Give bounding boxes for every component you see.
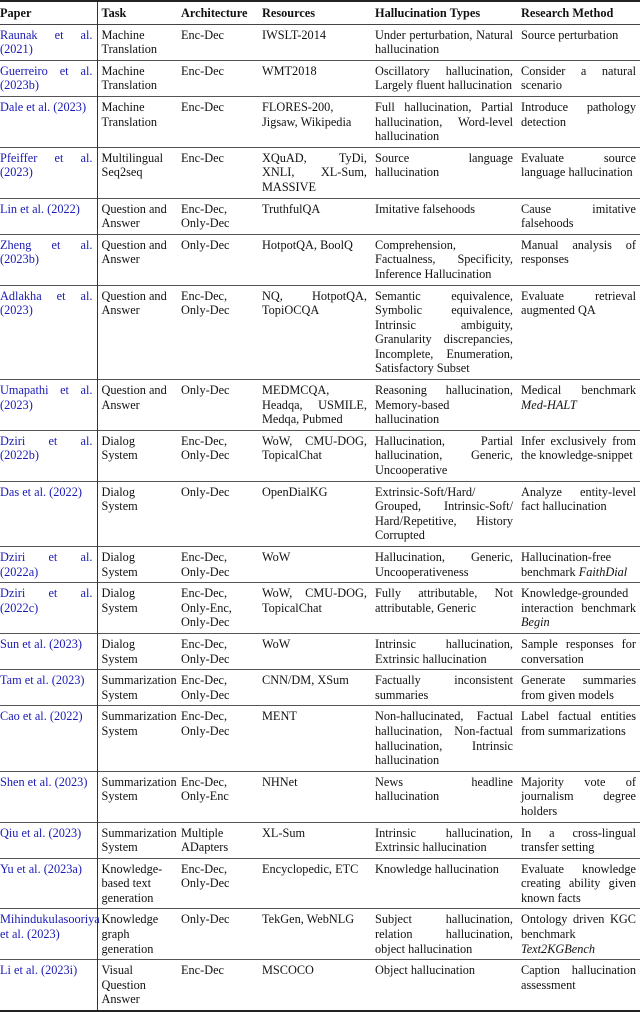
research-method-cell xyxy=(517,198,640,234)
architecture-cell: Only-Dec xyxy=(181,912,230,927)
research-method-cell xyxy=(517,909,640,960)
paper-citation-link[interactable]: Cao et al. (2022) xyxy=(0,706,97,771)
hallucination-types-cell: Subject hallucination, relation hallucination, object hallucination xyxy=(375,912,513,956)
task-cell: Dialog System xyxy=(101,636,138,666)
architecture-cell: Enc-Dec, Only-Dec xyxy=(181,636,230,666)
resources-cell: FLORES-200, Jigsaw, Wikipedia xyxy=(262,99,352,129)
research-method-cell xyxy=(517,771,640,822)
research-method-cell xyxy=(517,670,640,706)
hallucination-types-cell: Oscillatory hallucination, Largely fluent hallucination xyxy=(375,63,513,93)
hallucination-types-cell: Hallucination, Generic, Uncooperativeness xyxy=(375,550,513,579)
research-method-text: Label factual entities from summarizations xyxy=(521,709,636,738)
research-method-cell xyxy=(517,285,640,380)
paper-citation-link[interactable]: Guerreiro et al. (2023b) xyxy=(0,60,97,96)
table-row xyxy=(0,380,640,431)
architecture-cell: Only-Dec xyxy=(181,383,230,398)
resources-cell: IWSLT-2014 xyxy=(262,27,326,42)
research-method-text: Introduce pathology detection xyxy=(521,99,636,129)
hallucination-types-cell: Factually inconsistent summaries xyxy=(375,673,513,702)
table-row xyxy=(0,583,640,634)
research-method-cell xyxy=(517,147,640,198)
resources-cell: WoW xyxy=(262,636,291,651)
benchmark-name: Begin xyxy=(521,615,550,630)
hallucination-types-cell: Fully attributable, Not attributable, Generic xyxy=(375,586,513,615)
research-method-cell xyxy=(517,822,640,858)
hallucination-types-cell: Source language hallucination xyxy=(375,150,513,180)
architecture-cell: Enc-Dec, Only-Dec xyxy=(181,288,230,318)
research-method-text: In a cross-lingual transfer setting xyxy=(521,825,636,855)
table-row xyxy=(0,960,640,1011)
task-cell: Knowledge graph generation xyxy=(101,912,159,956)
research-method-text: Generate summaries from given models xyxy=(521,673,636,702)
paper-citation-link[interactable]: Das et al. (2022) xyxy=(0,481,97,546)
hallucination-types-cell: Under perturbation, Natural hallucination xyxy=(375,27,513,57)
research-method-text: Infer exclusively from the knowledge-snippet xyxy=(521,433,636,463)
header-row xyxy=(0,1,640,24)
research-method-text: Evaluate knowledge creating ability given known facts xyxy=(521,861,636,905)
table-row xyxy=(0,234,640,285)
task-cell: Question and Answer xyxy=(101,288,167,318)
resources-cell: HotpotQA, BoolQ xyxy=(262,237,353,252)
table-row xyxy=(0,771,640,822)
table-row xyxy=(0,670,640,706)
header-task: Task xyxy=(101,6,127,20)
research-method-cell xyxy=(517,234,640,285)
table-row xyxy=(0,96,640,147)
research-method-cell xyxy=(517,583,640,634)
hallucination-types-cell: Intrinsic hallucination, Extrinsic hallucination xyxy=(375,636,513,666)
paper-citation-link[interactable]: Raunak et al. (2021) xyxy=(0,24,97,60)
table-row xyxy=(0,822,640,858)
architecture-cell: Enc-Dec, Only-Dec xyxy=(181,709,230,738)
task-cell: Dialog System xyxy=(101,586,138,615)
table-row xyxy=(0,547,640,583)
resources-cell: TruthfulQA xyxy=(262,201,321,216)
table-row xyxy=(0,706,640,771)
research-method-cell xyxy=(517,481,640,546)
paper-citation-link[interactable]: Shen et al. (2023) xyxy=(0,771,97,822)
task-cell: Knowledge-based text generation xyxy=(101,861,163,905)
table-row xyxy=(0,858,640,909)
research-method-text: Medical benchmark xyxy=(521,383,636,398)
architecture-cell: Enc-Dec, Only-Dec xyxy=(181,433,230,463)
architecture-cell: Enc-Dec, Only-Dec xyxy=(181,861,230,891)
hallucination-types-cell: Extrinsic-Soft/Hard/ Grouped, Intrinsic-Soft/ Hard/Repetitive, History Corrupted xyxy=(375,484,513,543)
research-method-text: Knowledge-grounded interaction benchmark xyxy=(521,586,636,615)
paper-citation-link[interactable]: Dziri et al. (2022c) xyxy=(0,583,97,634)
table-row xyxy=(0,481,640,546)
task-cell: Summarization System xyxy=(101,774,177,804)
hallucination-types-cell: Hallucination, Partial hallucination, Generic, Uncooperative xyxy=(375,433,513,478)
resources-cell: NHNet xyxy=(262,774,298,789)
research-method-text: Cause imitative falsehoods xyxy=(521,201,636,231)
hallucination-types-cell: Comprehension, Factualness, Specificity, Inference Hallucination xyxy=(375,237,513,281)
research-method-text: Sample responses for conversation xyxy=(521,636,636,666)
paper-citation-link[interactable]: Li et al. (2023i) xyxy=(0,960,97,1011)
research-method-cell xyxy=(517,633,640,669)
research-method-text: Caption hallucination assessment xyxy=(521,963,636,992)
research-method-cell xyxy=(517,960,640,1011)
hallucination-types-cell: Object hallucination xyxy=(375,963,476,978)
hallucination-types-cell: Reasoning hallucination, Memory-based hallucination xyxy=(375,383,513,427)
resources-cell: WMT2018 xyxy=(262,63,317,78)
table-body xyxy=(0,24,640,1011)
table-row xyxy=(0,633,640,669)
resources-cell: MEDMCQA, Headqa, USMILE, Medqa, Pubmed xyxy=(262,383,367,427)
resources-cell: CNN/DM, XSum xyxy=(262,673,349,688)
task-cell: Summarization System xyxy=(101,825,177,855)
paper-citation-link[interactable]: Sun et al. (2023) xyxy=(0,633,97,669)
architecture-cell: Enc-Dec, Only-Dec xyxy=(181,550,230,579)
task-cell: Dialog System xyxy=(101,484,138,514)
table-row xyxy=(0,24,640,60)
paper-citation-link[interactable]: Umapathi et al. (2023) xyxy=(0,380,97,431)
architecture-cell: Multiple ADapters xyxy=(181,825,229,855)
resources-cell: WoW, CMU-DOG, TopicalChat xyxy=(262,586,367,615)
task-cell: Dialog System xyxy=(101,433,138,463)
research-method-text: Ontology driven KGC benchmark xyxy=(521,912,636,942)
header-resources: Resources xyxy=(262,6,316,20)
resources-cell: WoW, CMU-DOG, TopicalChat xyxy=(262,433,367,463)
task-cell: Machine Translation xyxy=(101,63,158,93)
paper-citation-link[interactable]: Tam et al. (2023) xyxy=(0,670,97,706)
resources-cell: XQuAD, TyDi, XNLI, XL-Sum, MASSIVE xyxy=(262,150,367,194)
architecture-cell: Enc-Dec xyxy=(181,963,225,978)
architecture-cell: Enc-Dec, Only-Enc xyxy=(181,774,229,804)
paper-citation-link[interactable]: Dziri et al. (2022b) xyxy=(0,430,97,481)
benchmark-name: Med-HALT xyxy=(521,397,577,412)
hallucination-types-cell: Non-hallucinated, Factual hallucination, Non-factual hallucination, Intrinsic hallucination xyxy=(375,709,513,768)
architecture-cell: Enc-Dec xyxy=(181,27,225,42)
research-method-cell xyxy=(517,430,640,481)
research-method-text: Evaluate retrieval augmented QA xyxy=(521,288,636,318)
task-cell: Multilingual Seq2seq xyxy=(101,150,163,180)
task-cell: Machine Translation xyxy=(101,99,158,129)
task-cell: Question and Answer xyxy=(101,237,167,267)
header-paper: Paper xyxy=(0,1,97,24)
paper-citation-link[interactable]: Adlakha et al. (2023) xyxy=(0,285,97,380)
architecture-cell: Enc-Dec xyxy=(181,150,225,165)
benchmark-name: FaithDial xyxy=(578,564,628,579)
paper-citation-link[interactable]: Qiu et al. (2023) xyxy=(0,822,97,858)
resources-cell: TekGen, WebNLG xyxy=(262,912,355,927)
task-cell: Question and Answer xyxy=(101,201,167,231)
paper-citation-link[interactable]: Dale et al. (2023) xyxy=(0,96,97,147)
task-cell: Dialog System xyxy=(101,550,138,579)
architecture-cell: Enc-Dec, Only-Enc, Only-Dec xyxy=(181,586,232,630)
header-architecture: Architecture xyxy=(181,6,248,20)
architecture-cell: Enc-Dec, Only-Dec xyxy=(181,673,230,702)
research-method-text: Majority vote of journalism degree holders xyxy=(521,774,636,818)
architecture-cell: Enc-Dec xyxy=(181,63,225,78)
paper-citation-link[interactable]: Zheng et al. (2023b) xyxy=(0,234,97,285)
architecture-cell: Enc-Dec xyxy=(181,99,225,114)
paper-citation-link[interactable]: Lin et al. (2022) xyxy=(0,198,97,234)
table-row xyxy=(0,60,640,96)
resources-cell: Encyclopedic, ETC xyxy=(262,861,359,876)
resources-cell: OpenDialKG xyxy=(262,484,328,499)
architecture-cell: Only-Dec xyxy=(181,484,230,499)
research-method-text: Evaluate source language hallucination xyxy=(521,150,636,180)
paper-citation-link[interactable]: Yu et al. (2023a) xyxy=(0,858,97,909)
paper-citation-link[interactable]: Mihindukulasooriya et al. (2023) xyxy=(0,909,97,960)
research-method-text: Hallucination-free benchmark xyxy=(521,550,612,579)
hallucination-types-cell: Semantic equivalence, Symbolic equivalence, Intrinsic ambiguity, Granularity discrepancies, Incomplete, Enumeration, Satisfactory Subset xyxy=(375,288,513,376)
header-research-method: Research Method xyxy=(521,6,614,20)
research-method-cell xyxy=(517,547,640,583)
paper-citation-link[interactable]: Pfeiffer et al. (2023) xyxy=(0,147,97,198)
research-method-text: Source perturbation xyxy=(521,27,619,42)
task-cell: Summarization System xyxy=(101,709,177,738)
table-row xyxy=(0,147,640,198)
table-row xyxy=(0,909,640,960)
table-row xyxy=(0,430,640,481)
paper-citation-link[interactable]: Dziri et al. (2022a) xyxy=(0,547,97,583)
task-cell: Machine Translation xyxy=(101,27,158,57)
benchmark-name: Text2KGBench xyxy=(521,941,595,956)
resources-cell: WoW xyxy=(262,550,291,564)
research-method-cell xyxy=(517,380,640,431)
resources-cell: NQ, HotpotQA, TopiOCQA xyxy=(262,288,367,318)
hallucination-types-cell: Full hallucination, Partial hallucination, Word-level hallucination xyxy=(375,99,513,144)
research-method-cell xyxy=(517,858,640,909)
resources-cell: MSCOCO xyxy=(262,963,314,978)
research-method-cell xyxy=(517,706,640,771)
research-method-text: Manual analysis of responses xyxy=(521,237,636,267)
research-method-text: Consider a natural scenario xyxy=(521,63,636,93)
task-cell: Visual Question Answer xyxy=(101,963,146,1007)
hallucination-types-cell: Imitative falsehoods xyxy=(375,201,476,216)
header-hallucination-types: Hallucination Types xyxy=(375,6,481,20)
table-row xyxy=(0,285,640,380)
resources-cell: MENT xyxy=(262,709,297,724)
task-cell: Summarization System xyxy=(101,673,177,702)
architecture-cell: Enc-Dec, Only-Dec xyxy=(181,201,230,231)
research-method-text: Analyze entity-level fact hallucination xyxy=(521,484,636,514)
research-method-cell xyxy=(517,96,640,147)
research-method-cell xyxy=(517,24,640,60)
task-cell: Question and Answer xyxy=(101,383,167,412)
table-row xyxy=(0,198,640,234)
hallucination-types-cell: Knowledge hallucination xyxy=(375,861,499,876)
resources-cell: XL-Sum xyxy=(262,825,306,840)
architecture-cell: Only-Dec xyxy=(181,237,230,252)
research-method-cell xyxy=(517,60,640,96)
hallucination-types-cell: Intrinsic hallucination, Extrinsic hallucination xyxy=(375,825,513,855)
hallucination-types-cell: News headline hallucination xyxy=(375,774,513,804)
